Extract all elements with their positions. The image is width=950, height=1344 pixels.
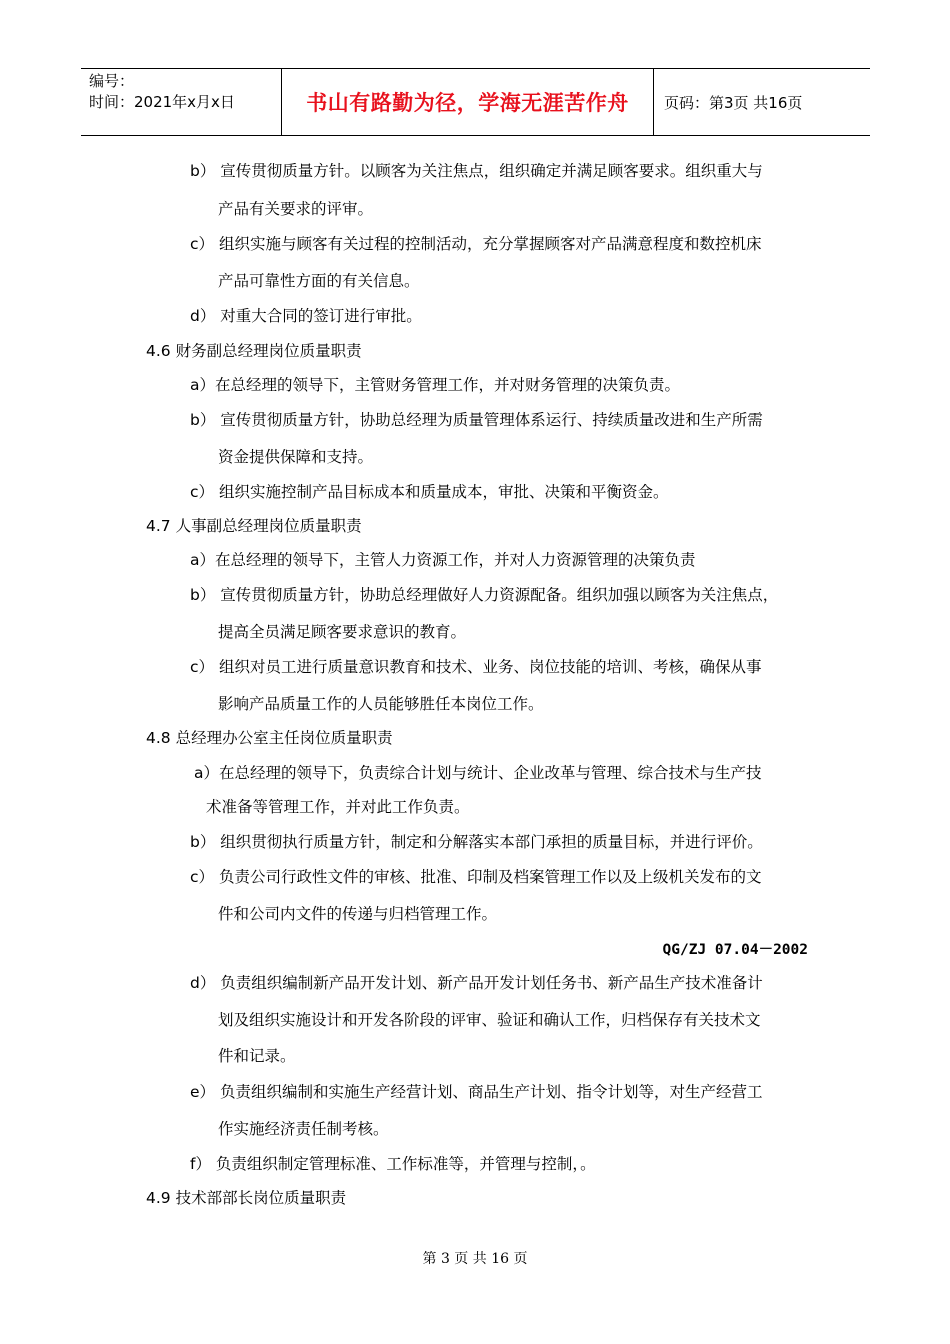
body-line: 影响产品质量工作的人员能够胜任本岗位工作。 [218, 695, 544, 713]
section-heading: 4.8 总经理办公室主任岗位质量职责 [146, 729, 393, 747]
number-label: 编号： [89, 72, 135, 90]
body-line: f） 负责组织制定管理标准、工作标准等，并管理与控制，。 [190, 1155, 596, 1173]
section-heading: 4.6 财务副总经理岗位质量职责 [146, 342, 362, 360]
body-line: b） 宣传贯彻质量方针。以顾客为关注焦点，组织确定并满足顾客要求。组织重大与 [190, 162, 763, 180]
body-line: 产品有关要求的评审。 [218, 200, 374, 218]
body-line: b） 宣传贯彻质量方针，协助总经理为质量管理体系运行、持续质量改进和生产所需 [190, 411, 763, 429]
section-heading: 4.9 技术部部长岗位质量职责 [146, 1189, 347, 1207]
header-info-cell [81, 69, 282, 135]
body-line: c） 组织实施与顾客有关过程的控制活动，充分掌握顾客对产品满意程度和数控机床 [190, 235, 762, 253]
section-heading: 4.7 人事副总经理岗位质量职责 [146, 517, 362, 535]
page-header [81, 68, 870, 136]
body-line: d） 对重大合同的签订进行审批。 [190, 307, 422, 325]
document-code: QG/ZJ 07.04－2002 [662, 942, 808, 958]
page-label: 页码：第3页 共16页 [664, 93, 803, 112]
body-line: 提高全员满足顾客要求意识的教育。 [218, 623, 467, 641]
body-line: 资金提供保障和支持。 [218, 448, 374, 466]
body-line: a）在总经理的领导下，主管人力资源工作，并对人力资源管理的决策负责 [190, 551, 696, 569]
time-label: 时间：2021年x月x日 [89, 93, 235, 111]
page-footer: 第 3 页 共 16 页 [422, 1251, 528, 1267]
body-line: b） 组织贯彻执行质量方针，制定和分解落实本部门承担的质量目标，并进行评价。 [190, 833, 763, 851]
body-line: 术准备等管理工作，并对此工作负责。 [206, 798, 470, 816]
body-line: 件和公司内文件的传递与归档管理工作。 [218, 905, 498, 923]
body-line: a）在总经理的领导下，主管财务管理工作，并对财务管理的决策负责。 [190, 376, 681, 394]
body-line: 划及组织实施设计和开发各阶段的评审、验证和确认工作，归档保存有关技术文 [218, 1011, 761, 1029]
body-line: 件和记录。 [218, 1047, 296, 1065]
body-line: b） 宣传贯彻质量方针，协助总经理做好人力资源配备。组织加强以顾客为关注焦点， [190, 586, 779, 604]
body-line: c） 组织对员工进行质量意识教育和技术、业务、岗位技能的培训、考核，确保从事 [190, 658, 762, 676]
body-line: a）在总经理的领导下，负责综合计划与统计、企业改革与管理、综合技术与生产技 [194, 764, 762, 782]
motto: 书山有路勤为径，学海无涯苦作舟 [282, 69, 654, 135]
body-line: e） 负责组织编制和实施生产经营计划、商品生产计划、指令计划等，对生产经营工 [190, 1083, 763, 1101]
body-line: 作实施经济责任制考核。 [218, 1120, 389, 1138]
body-line: 产品可靠性方面的有关信息。 [218, 272, 420, 290]
body-line: d） 负责组织编制新产品开发计划、新产品开发计划任务书、新产品生产技术准备计 [190, 974, 763, 992]
body-line: c） 负责公司行政性文件的审核、批准、印制及档案管理工作以及上级机关发布的文 [190, 868, 762, 886]
body-line: c） 组织实施控制产品目标成本和质量成本，审批、决策和平衡资金。 [190, 483, 669, 501]
